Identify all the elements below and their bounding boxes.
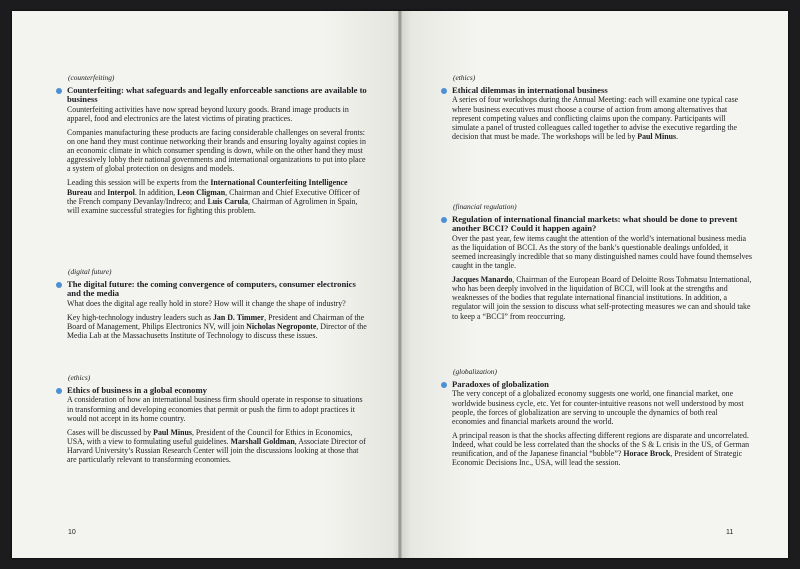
page-number-right: 11 [726, 529, 734, 536]
section-ethical-dilemmas [452, 73, 752, 146]
text-run: . In addition, [134, 187, 178, 197]
body-paragraph [67, 395, 367, 422]
body-paragraph [67, 178, 367, 214]
blue-bullet-icon [56, 388, 62, 394]
page-number-left: 10 [68, 529, 76, 536]
blue-bullet-icon [56, 282, 62, 288]
text-run: The very concept of a globalized economy suggests one world, one financial market, one worldwide business cycle, etc. Yet for counter-intuitive reasons not well understood by most people, the forces of globalization are serving to uncouple the dynamics of both real economies and financial markets around the world. [452, 389, 744, 426]
section-financial-regulation [452, 202, 752, 326]
blue-bullet-icon [441, 382, 447, 388]
blue-bullet-icon [56, 88, 62, 94]
body-paragraph [67, 105, 367, 123]
section-tag: (globalization) [453, 367, 497, 376]
section-body [67, 299, 367, 340]
section-counterfeiting [67, 73, 367, 220]
section-body [67, 105, 367, 215]
section-body [452, 95, 752, 140]
section-heading [452, 86, 752, 95]
section-tag: (ethics) [68, 373, 91, 382]
text-run: Companies manufacturing these products are facing considerable challenges on several fronts: on one hand they must continue networking their brands and ensuring loyalty against copies in an economic climate in which consumer spending is down, while on the other hand they must aggressively lobby their national governments and international organizations to put into place a system of global protection on designs and models. [67, 128, 366, 174]
text-run: Key high-technology industry leaders such as [67, 312, 213, 322]
body-paragraph [452, 389, 752, 425]
text-run: , Chairman of the European Board of Deloitte Ross Tohmatsu International, who has been deeply involved in the liquidation of BCCI, will look at the strengths and weaknesses of the bodies that regulate international financial institutions. In addition, a regulator will join the session to discuss what self-protecting measures we can and should take to keep a “BCCI” from reoccurring. [452, 275, 752, 321]
text-run: . [676, 131, 679, 141]
text-run: Over the past year, few items caught the attention of the world’s international business media as the liquidation of BCCI. As the story of the bank’s questionable dealings unfolded, it seemed increasingly incredible that so many distinguished names could have found themselves caught in the tangle. [452, 233, 752, 271]
body-paragraph [67, 128, 367, 173]
text-run: and [91, 187, 108, 197]
text-run: , Chairman of Agrolimen in Spain, will examine successful strategies for fighting this problem. [67, 196, 358, 215]
blue-bullet-icon [441, 217, 447, 223]
section-heading-text: Regulation of international financial markets: what should be done to prevent another BCCI? Could it happen again? [452, 214, 738, 234]
body-paragraph [67, 299, 367, 308]
section-heading [67, 86, 367, 105]
section-ethics-business [67, 373, 367, 469]
section-heading-text: Paradoxes of globalization [452, 379, 549, 389]
bold-name-run: Jan D. Timmer [212, 312, 265, 322]
binding-gutter [398, 11, 402, 558]
section-tag: (ethics) [453, 73, 476, 82]
bold-name-run: Luis Carula [207, 196, 249, 206]
brochure-spread [12, 11, 788, 558]
section-heading-text: The digital future: the coming convergence of computers, consumer electronics and the media [67, 279, 356, 299]
section-tag: (digital future) [68, 267, 112, 276]
bold-name-run: Interpol [107, 187, 135, 197]
text-run: , Associate Director of Harvard University’s Russian Research Center will join the discussions looking at those that are particularly relevant to transforming economies. [67, 436, 366, 464]
right-page [400, 11, 788, 558]
text-run: , President of the Council for Ethics in Economics, USA, with a view to formulating useful guidelines. [67, 427, 353, 446]
text-run: A series of four workshops during the Annual Meeting: each will examine one typical case where business executives must choose a course of action from among alternatives that represent competing values and conflicting claims upon the company. Participants will simulate a panel of trusted colleagues called together to advise the executive regarding the decision that must be made. The workshops will be led by [452, 95, 739, 141]
left-page [12, 11, 400, 558]
bold-name-run: Paul Minus [637, 131, 677, 141]
body-paragraph [67, 313, 367, 340]
section-globalization [452, 367, 752, 472]
body-paragraph [67, 428, 367, 464]
section-heading-text: Ethical dilemmas in international business [452, 85, 608, 95]
section-tag: (counterfeiting) [68, 73, 115, 82]
section-heading [67, 280, 367, 299]
bold-name-run: Horace Brock [623, 448, 671, 458]
section-heading [452, 380, 752, 389]
body-paragraph [452, 431, 752, 467]
bold-name-run: Marshall Goldman [230, 436, 295, 446]
text-run: A consideration of how an international business firm should operate in response to situations in transforming and developing economies that permit or push the firm to adopt practices it would not accept in its home country. [67, 395, 363, 423]
section-heading-text: Ethics of business in a global economy [67, 385, 207, 395]
bold-name-run: Nicholas Negroponte [246, 322, 317, 331]
body-paragraph [452, 234, 752, 270]
body-paragraph [452, 95, 752, 140]
text-run: , President and Chairman of the Board of Management, Philips Electronics NV, will join [67, 312, 365, 331]
section-heading [452, 215, 752, 234]
section-tag: (financial regulation) [453, 202, 517, 211]
section-body [67, 395, 367, 464]
section-heading [67, 386, 367, 395]
section-digital-future [67, 267, 367, 345]
bold-name-run: Jacques Manardo [452, 275, 513, 285]
section-body [452, 234, 752, 321]
text-run: Counterfeiting activities have now spread beyond luxury goods. Brand image products in apparel, food and electronics are the latest victims of pirating practices. [67, 104, 349, 123]
text-run: A principal reason is that the shocks affecting different regions are disparate and uncorrelated. Indeed, what could be less correlated than the shocks of the S & L crisis in the US, of German reunification, and of the Japanese financial “bubble”? [452, 430, 750, 458]
section-heading-text: Counterfeiting: what safeguards and legally enforceable sanctions are available to business [67, 85, 367, 105]
text-run: What does the digital age really hold in store? How will it change the shape of industry? [67, 298, 346, 308]
text-run: Cases will be discussed by [67, 427, 154, 437]
text-run: , Chairman and Chief Executive Officer of the French company Devanlay/Indreco; and [67, 187, 360, 206]
body-paragraph [452, 275, 752, 320]
text-run: , President of Strategic Economic Decisions Inc., USA, will lead the session. [452, 448, 743, 468]
bold-name-run: Paul Minus [153, 427, 192, 437]
section-body [452, 389, 752, 467]
blue-bullet-icon [441, 88, 447, 94]
text-run: , Director of the Media Lab at the Massachusetts Institute of Technology to discuss these issues. [67, 322, 367, 341]
bold-name-run: Leon Cligman [177, 187, 226, 197]
text-run: Leading this session will be experts from the [67, 178, 211, 188]
bold-name-run: International Counterfeiting Intelligence Bureau [67, 178, 348, 197]
